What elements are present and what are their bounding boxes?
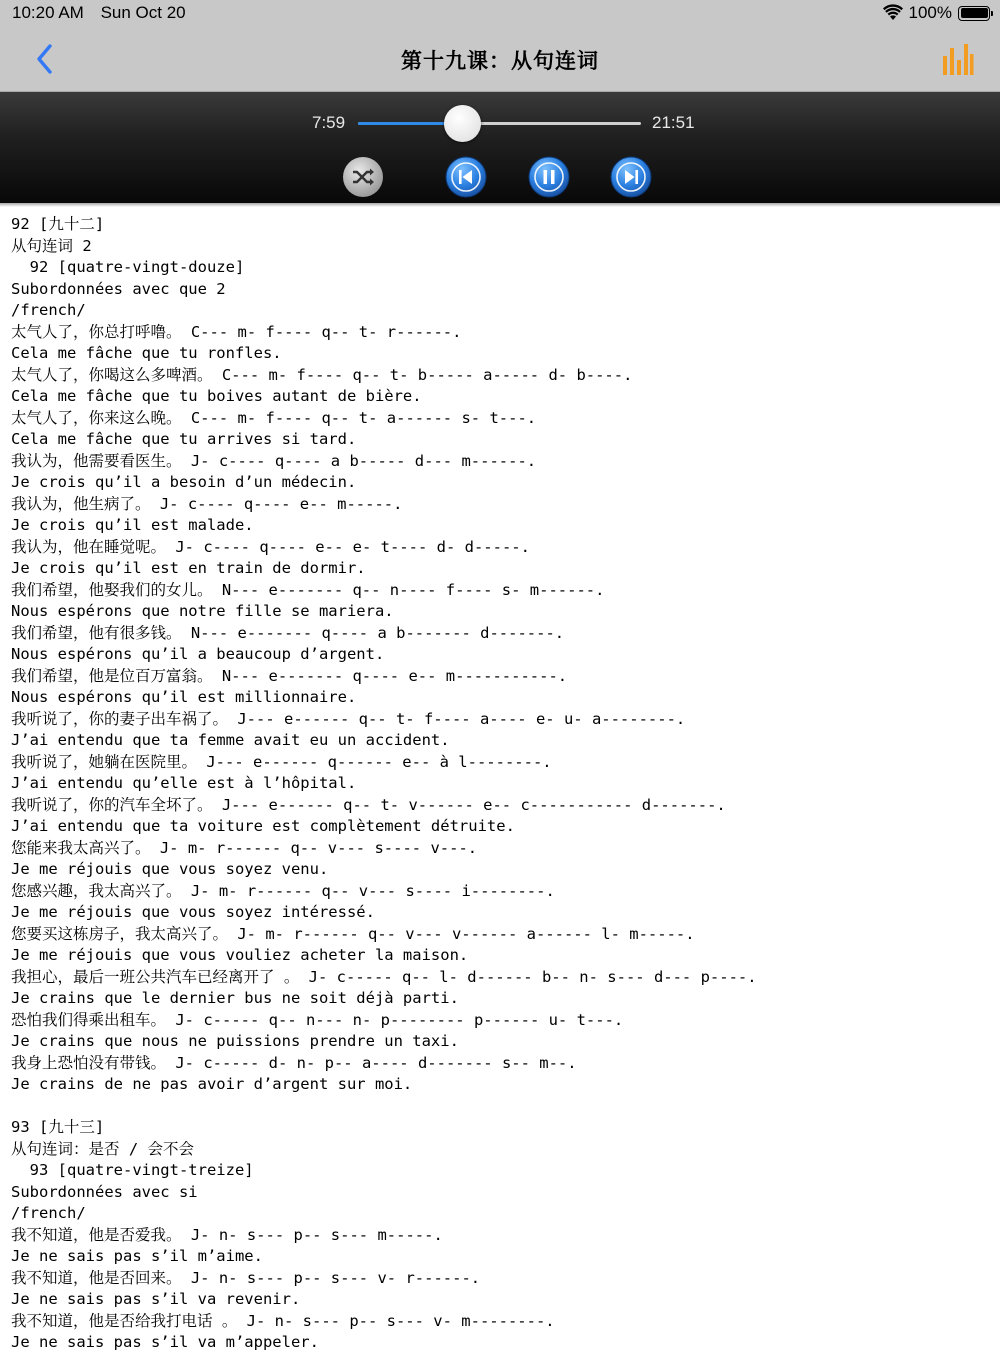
- text-line: Je ne sais pas s’il m’aime.: [11, 1247, 263, 1265]
- previous-track-icon: [445, 156, 487, 198]
- text-line: 我不知道，他是否给我打电话 。 J- n- s--- p-- s--- v- m--------.: [11, 1311, 555, 1330]
- bar-chart-icon: [942, 42, 974, 76]
- text-line: Subordonnées avec que 2: [11, 279, 226, 298]
- text-line: /french/: [11, 301, 86, 319]
- text-line: Nous espérons que notre fille se mariera.: [11, 602, 394, 620]
- text-line: 我认为，他生病了。 J- c---- q---- e-- m-----.: [11, 494, 403, 513]
- text-line: 92 [quatre-vingt-douze]: [11, 258, 245, 276]
- text-line: Nous espérons qu’il est millionnaire.: [11, 688, 357, 706]
- text-line: 从句连词 2: [11, 236, 92, 255]
- text-line: 太气人了，你喝这么多啤酒。 C--- m- f---- q-- t- b----- a----- d- b----.: [11, 365, 633, 384]
- text-line: Cela me fâche que tu arrives si tard.: [11, 430, 357, 448]
- text-line: 恐怕我们得乘出租车。 J- c----- q-- n--- n- p-------- p------ u- t---.: [11, 1010, 624, 1029]
- text-line: 我身上恐怕没有带钱。 J- c----- d- n- p-- a---- d------- s-- m--.: [11, 1053, 577, 1072]
- text-line: Je me réjouis que vous soyez intéressé.: [11, 903, 375, 921]
- status-right: [883, 3, 990, 23]
- elapsed-time: 7:59: [312, 113, 346, 132]
- status-left: [12, 3, 198, 23]
- text-line: /french/: [11, 1204, 86, 1222]
- text-line: Je ne sais pas s’il va revenir.: [11, 1290, 301, 1308]
- text-line: 93 [九十三]: [11, 1118, 105, 1136]
- page-title: 第十九课：从句连词: [401, 49, 599, 73]
- progress-slider[interactable]: [358, 122, 641, 125]
- text-line: 我们希望，他是位百万富翁。 N--- e------- q---- e-- m-----------.: [11, 666, 568, 685]
- text-line: J’ai entendu qu’elle est à l’hôpital.: [11, 774, 357, 792]
- text-line: 我不知道，他是否爱我。 J- n- s--- p-- s--- m-----.: [11, 1225, 443, 1244]
- next-track-icon: [610, 156, 652, 198]
- text-line: Je crains que le dernier bus ne soit déjà parti.: [11, 989, 459, 1007]
- text-line: 我听说了，你的妻子出车祸了。 J--- e------ q-- t- f---- a---- e- u- a--------.: [11, 709, 686, 728]
- battery-percent: 100%: [908, 3, 952, 22]
- text-line: Je crois qu’il est en train de dormir.: [11, 559, 366, 577]
- text-line: Subordonnées avec si: [11, 1182, 198, 1201]
- battery-icon: [958, 6, 990, 21]
- lesson-text: [11, 214, 996, 1351]
- text-line: 我不知道，他是否回来。 J- n- s--- p-- s--- v- r------.: [11, 1268, 481, 1287]
- text-line: Je crains que nous ne puissions prendre un taxi.: [11, 1032, 459, 1050]
- text-line: J’ai entendu que ta femme avait eu un accident.: [11, 731, 450, 749]
- text-line: 92 [九十二]: [11, 215, 105, 233]
- text-line: Je ne sais pas s’il va m’appeler.: [11, 1333, 319, 1351]
- shuffle-button[interactable]: [342, 156, 384, 198]
- text-line: 93 [quatre-vingt-treize]: [11, 1161, 254, 1179]
- status-date: Sun Oct 20: [100, 3, 186, 22]
- nav-bar: [0, 26, 1000, 92]
- section-gap: [11, 1096, 996, 1118]
- text-line: 太气人了，你来这么晚。 C--- m- f---- q-- t- a------ s- t---.: [11, 408, 537, 427]
- progress-thumb[interactable]: [444, 105, 481, 142]
- text-line: Nous espérons qu’il a beaucoup d’argent.: [11, 645, 385, 663]
- equalizer-button[interactable]: [942, 42, 974, 76]
- text-line: 我们希望，他娶我们的女儿。 N--- e------- q-- n---- f---- s- m------.: [11, 580, 605, 599]
- status-time: 10:20 AM: [12, 3, 84, 22]
- text-line: J’ai entendu que ta voiture est complètement détruite.: [11, 817, 515, 835]
- text-line: 我听说了，她躺在医院里。 J--- e------ q------ e-- à l--------.: [11, 752, 552, 771]
- text-line: 您能来我太高兴了。 J- m- r------ q-- v--- s---- v---.: [11, 838, 478, 857]
- text-line: 您要买这栋房子，我太高兴了。 J- m- r------ q-- v--- v------ a------ l- m-----.: [11, 924, 695, 943]
- text-line: Je crois qu’il a besoin d’un médecin.: [11, 473, 357, 491]
- pause-icon: [528, 156, 570, 198]
- text-line: 太气人了，你总打呼噜。 C--- m- f---- q-- t- r------.: [11, 322, 462, 341]
- total-time: 21:51: [652, 113, 695, 132]
- audio-player: [0, 92, 1000, 203]
- text-line: 您感兴趣，我太高兴了。 J- m- r------ q-- v--- s---- i--------.: [11, 881, 555, 900]
- shuffle-icon: [342, 156, 384, 198]
- text-line: Je crois qu’il est malade.: [11, 516, 254, 534]
- text-line: 我听说了，你的汽车全坏了。 J--- e------ q-- t- v------ e-- c----------- d-------.: [11, 795, 726, 814]
- text-line: 我认为，他在睡觉呢。 J- c---- q---- e-- e- t---- d- d-----.: [11, 537, 530, 556]
- text-line: 我们希望，他有很多钱。 N--- e------- q---- a b------- d-------.: [11, 623, 565, 642]
- pause-button[interactable]: [528, 156, 570, 198]
- text-line: Je crains de ne pas avoir d’argent sur moi.: [11, 1075, 413, 1093]
- previous-button[interactable]: [445, 156, 487, 198]
- text-line: 从句连词：是否 / 会不会: [11, 1139, 194, 1158]
- text-line: Cela me fâche que tu boives autant de bière.: [11, 387, 422, 405]
- text-line: 我认为，他需要看医生。 J- c---- q---- a b----- d--- m------.: [11, 451, 537, 470]
- wifi-icon: [883, 5, 903, 21]
- text-line: Je me réjouis que vous vouliez acheter la maison.: [11, 946, 469, 964]
- text-line: Cela me fâche que tu ronfles.: [11, 344, 282, 362]
- status-bar: [0, 0, 1000, 26]
- next-button[interactable]: [610, 156, 652, 198]
- text-line: 我担心，最后一班公共汽车已经离开了 。 J- c----- q-- l- d------ b-- n- s--- d--- p----.: [11, 967, 757, 986]
- text-line: Je me réjouis que vous soyez venu.: [11, 860, 329, 878]
